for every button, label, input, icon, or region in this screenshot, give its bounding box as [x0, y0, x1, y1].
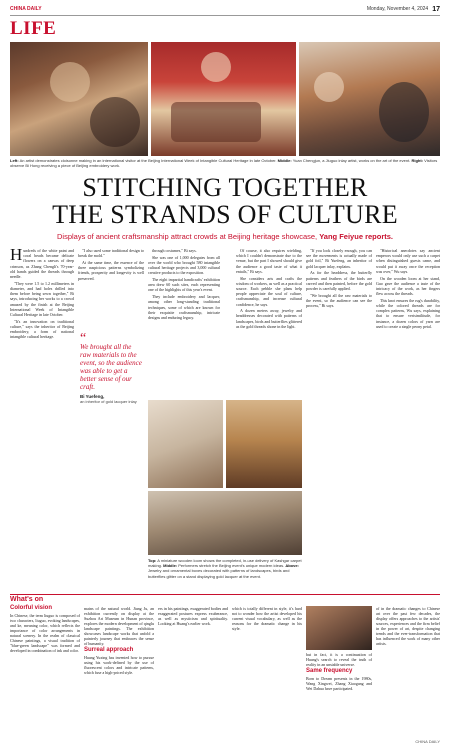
caption-middle: Performers stretch the Beijing event's unique modern ideas. [178, 563, 285, 569]
paragraph: ers in his paintings, exaggerated bodies and exaggerated postures express exuberance, as well as mysticism and spirituality. Looking at Huang's earlier work. [158, 606, 228, 626]
photo-wooden-loom [148, 400, 223, 488]
footer-credit: CHINA DAILY [415, 739, 440, 744]
paragraph: undreds of the white paint and coral beads became delicate flowers on a canvas of deep crimson, as Zhang Chengli's 70-year-old hands guided the threads through needle. [10, 248, 74, 280]
article-column-6 [376, 248, 440, 331]
headline-line-1: STITCHING TOGETHER [82, 173, 368, 202]
caption-top-label: Top: [148, 558, 157, 563]
byline: Yang Feiyue reports. [319, 232, 393, 241]
paragraph: Huang Yuxing has invented how to pursue using his work-defined by the use of fluorescent colors and intricate patterns, which fuse a high-priced style. [84, 654, 154, 675]
caption-above: Jewelry and ornamental boxes decorated with patterns of landscapes, birds and butterflies glitter on a stand displaying gold lacquer at the event. [148, 568, 290, 579]
page-number: 17 [432, 5, 440, 13]
caption-right: Visitors observe Bi Hong receiving a piece of Beijing embroidery work. [10, 158, 438, 169]
paragraph: "Historical anecdotes say ancient emperors would only use such a carpet when distinguished guests came, and would put it away once the reception was over," Wu says. [376, 248, 440, 274]
caption-left: An artist demonstrates cloisonne making in an international visitor at the Beijing International Week of Intangible Cultural Heritage in late October. [19, 158, 277, 163]
pull-quote-name: Bi Yuefeng, [80, 394, 105, 399]
drop-cap: H [10, 245, 23, 264]
article-column-5 [306, 248, 372, 310]
paragraph: As for the headdress, the butterfly patterns and feathers of the birds are carved and then painted, before the gold powder is carefully applied. [306, 270, 372, 291]
paragraph: This knot ensures the rug's durability, while the colored threads are for complex patterns, Wu says, explaining that to ensure verisimilitude, for instance, a dozen colors of yarn are used to create a single peony petal. [376, 297, 441, 329]
issue-date: Monday, November 4, 2024 [366, 6, 429, 12]
paragraph: "We brought all the raw materials to the event, so the audience can see the process," Bi says. [306, 292, 372, 309]
whats-on-column-4 [232, 606, 302, 633]
photo-cloisonne-demo [10, 42, 148, 156]
inset-photo-caption [148, 558, 302, 579]
whats-on-header [10, 594, 440, 603]
paragraph: "It's an innovation on traditional culture," says the inheritor of Beijing embroidery, a form of national intangible cultural heritage. [10, 318, 74, 340]
whats-on-column-6 [376, 606, 440, 648]
whats-on-column-5 [306, 652, 372, 692]
article-column-3 [148, 248, 220, 322]
photo-performers [226, 400, 302, 488]
paragraph: She considers arts and crafts the wisdom of workers, as well as a practical source. Each pebble she plans help people appreciate the soul of culture, craftsmanship, and increase cultural confidence, he says. [236, 275, 302, 307]
headline-line-2: THE STRANDS OF CULTURE [52, 200, 398, 229]
caption-above-label: Above: [285, 563, 299, 569]
section-title: LIFE [10, 18, 57, 39]
photo-inlay-artist [151, 42, 296, 156]
pull-quote [80, 331, 142, 404]
caption-middle-label: Middle: [163, 563, 178, 569]
whats-on-heading: Colorful vision [10, 605, 52, 611]
paragraph: through costumes," Bi says. [152, 248, 197, 253]
whats-on-column-3 [158, 606, 228, 628]
top-photo-caption [10, 158, 440, 169]
paragraph: which is totally different in style, it's hard not to wonder how the artist developed his current visual vocabulary, as well as the reasons for the dramatic change in his style. [232, 606, 302, 631]
caption-middle: Yuan Chengjun, a Jiuguo inlay artist, works on the art of the event. [292, 158, 411, 163]
whats-on-heading: Surreal approach [84, 646, 134, 653]
whats-on-label: What's on [10, 596, 44, 603]
caption-top: A miniature wooden loom shows the completed, in-use delivery of Kashgar carpet making. [148, 558, 302, 569]
paragraph: of in the dramatic changes to Chinese art over the past few decades, the display offers approaches to the artists' sources, experiences and the firm belief in the power of art, despite changing trends and the ever-transformation that has influenced the work of many other artists. [376, 606, 440, 646]
deck-text: Displays of ancient craftsmanship attract crowds at Beijing heritage showcase, [57, 232, 318, 241]
deck [10, 232, 440, 241]
paragraph: They include embroidery and lacquer, among other long-standing traditional techniques, some of which are known for their exquisite craftsmanship, intricate designs and enduring legacy. [148, 294, 220, 320]
paragraph: Of course, it also requires wielding, which I couldn't demonstrate due to the venue, but the part I showed should give the audience a good taste of what it entails," Bi says. [236, 248, 302, 274]
paragraph: "They were 1.5 to 1.2 millimeters in diameter, and had holes drilled into them before being sewn together," Bi says, introducing her works to a crowd amazed by the finish at the Beijing International Week of Intangible Cultural Heritage in late October. [10, 280, 74, 317]
paragraph: She was one of 1,000 delegates from all over the world who brought 580 intangible cultural heritage projects and 3,000 cultural creative products to the exposition. [148, 254, 220, 276]
paragraph: On the wooden loom at her stand, Guo gave the audience a taste of the intricacy of the work, as her fingers flew across the threads. [376, 275, 440, 297]
paragraph: Born to Dream presents in the 1980s, Wang Xingwei, Zhang Xiaogang and Wei Dahua have participated. [306, 675, 372, 691]
paragraph: The eight impartial handicrafts' exhibition area drew 60 such sites, each representing one of the highlights of this year's event. [148, 277, 220, 293]
pull-quote-role: an inheritor of gold lacquer inlay [80, 399, 137, 404]
quote-mark: “ [80, 331, 87, 346]
top-photo-strip [10, 42, 440, 156]
paragraph: "If you look closely enough, you can see the movements is actually made of gold foil," Bi Yuefeng, an inheritor of gold lacquer inlay, explains. [306, 248, 372, 269]
caption-left-label: Left: [10, 158, 19, 163]
caption-middle-label: Middle: [277, 158, 292, 163]
article-column-4 [236, 248, 302, 331]
masthead [10, 4, 440, 14]
paragraph: In Chinese, the term liuguo is composed of two characters, liuguo, evoking landscapes, and ke, meaning color, which reflects the importance of color arrangements in natural scenery. In the realm of classical Chinese paintings, a visual tradition of "blue-green landscape" was formed and developed in combination of ink and color. [10, 613, 80, 653]
photo-gold-lacquer-stand [148, 491, 302, 555]
paragraph: A dozen meters away, jewelry and headdresses decorated with patterns of landscapes, birds and butterflies glittered as the gold threads shone in the light. [236, 308, 302, 329]
whats-on-column-2 [84, 606, 154, 676]
headline [10, 174, 440, 228]
article-column-2 [78, 248, 144, 282]
whats-on-heading: Same frequency [306, 667, 353, 674]
caption-right-label: Right: [411, 158, 424, 163]
paragraph: but in fact, it is a continuation of Huang's search to reveal the truth of reality in an unstable universe. [306, 652, 372, 667]
photo-embroidery-visitors [299, 42, 440, 156]
paragraph: mains of the natural world. Jiang Ju, an exhibition currently on display at the Suzhou Art Museum in Hunan province, explores the modern development of qinglu landscape paintings. The exhibition showcases landscape works that unfold a painterly journey that embraces the sense of humanity. [84, 606, 154, 646]
whats-on-column-1 [10, 606, 80, 655]
top-rule [10, 15, 440, 16]
pull-quote-text: We brought all the raw materials to the event, so the audience was able to get a better sense of our craft. [80, 343, 142, 391]
whats-on-photo [306, 606, 372, 650]
masthead-right [367, 6, 440, 13]
paragraph: At the same time, the essence of the three auspicious patterns symbolizing friends, prosperity and longevity is well preserved. [78, 259, 144, 281]
paragraph: "I also used some traditional design to break the mold." [78, 248, 144, 259]
brand-name: CHINA DAILY [10, 6, 42, 12]
article-column-1 [10, 245, 74, 341]
